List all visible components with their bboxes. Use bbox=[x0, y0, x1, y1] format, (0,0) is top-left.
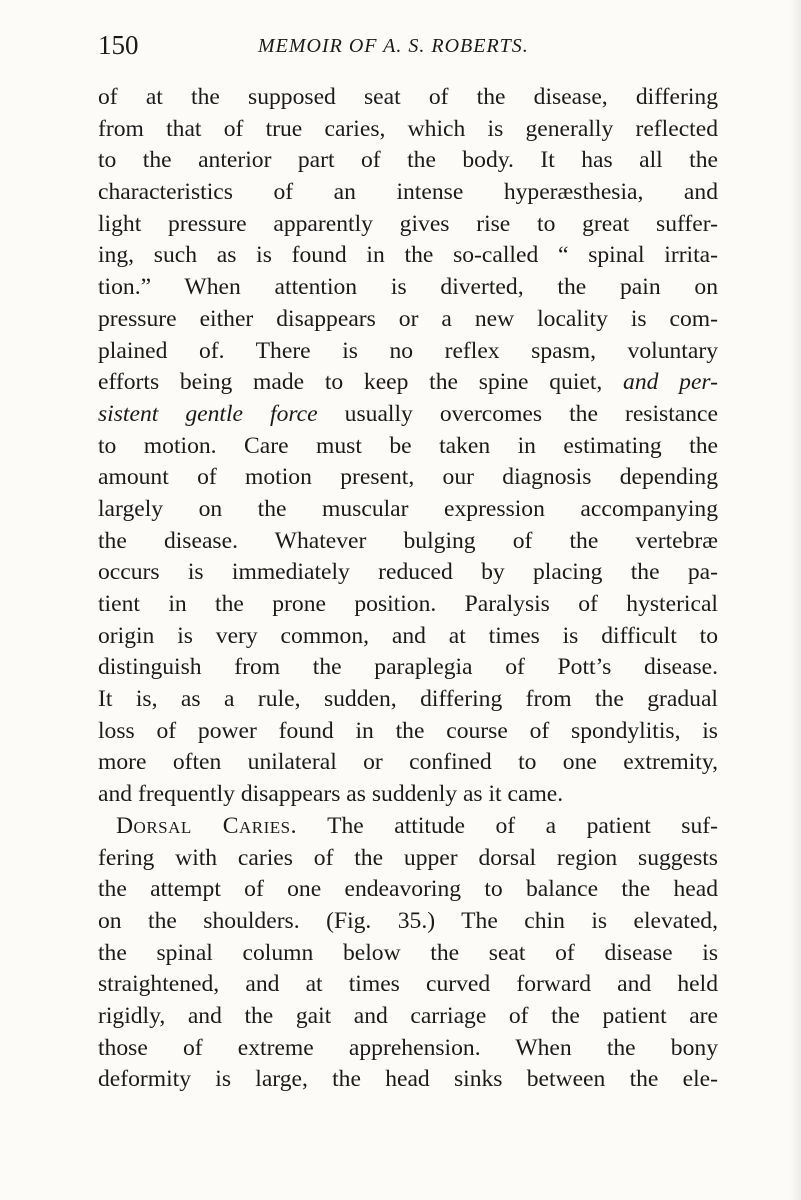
text-line: characteristics of an intense hyperæsthesia, and bbox=[98, 179, 718, 206]
italic-run: sistent gentle force bbox=[98, 400, 318, 427]
page-edge-shadow bbox=[789, 0, 801, 1200]
text-line: on the shoulders. (Fig. 35.) The chin is elevated, bbox=[98, 907, 718, 934]
text-line: and frequently disappears as suddenly as it came. bbox=[98, 781, 564, 808]
page-number: 150 bbox=[98, 30, 139, 60]
body-text bbox=[98, 82, 718, 1096]
text-line: rigidly, and the gait and carriage of the patient are bbox=[98, 1002, 718, 1029]
text-line: origin is very common, and at times is difficult to bbox=[98, 622, 718, 649]
page-header bbox=[98, 30, 718, 60]
running-head: MEMOIR OF A. S. ROBERTS. bbox=[258, 35, 529, 57]
text-line: those of extreme apprehension. When the bony bbox=[98, 1034, 718, 1061]
text-run: usually overcomes the resistance bbox=[317, 400, 718, 427]
text-line: fering with caries of the upper dorsal region suggests bbox=[98, 844, 718, 871]
text-line: amount of motion present, our diagnosis depending bbox=[98, 464, 718, 491]
text-line: loss of power found in the course of spondylitis, is bbox=[98, 717, 718, 744]
text-line: plained of. There is no reflex spasm, voluntary bbox=[98, 337, 718, 364]
text-line: occurs is immediately reduced by placing the pa- bbox=[98, 559, 718, 586]
text-line: straightened, and at times curved forward and held bbox=[98, 971, 718, 998]
text-line: deformity is large, the head sinks between the ele- bbox=[98, 1066, 718, 1093]
italic-run: and per- bbox=[623, 369, 718, 396]
text-line: to the anterior part of the body. It has all the bbox=[98, 147, 718, 174]
text-line bbox=[98, 367, 718, 399]
text-run: efforts being made to keep the spine quiet, bbox=[98, 369, 624, 396]
text-line: ing, such as is found in the so-called “ spinal irrita- bbox=[98, 242, 718, 269]
text-line: pressure either disappears or a new locality is com- bbox=[98, 305, 718, 332]
text-line: tion.” When attention is diverted, the pain on bbox=[98, 274, 718, 301]
text-line: distinguish from the paraplegia of Pott’s disease. bbox=[98, 654, 718, 681]
text-line: light pressure apparently gives rise to great suffer- bbox=[98, 210, 718, 237]
text-line: from that of true caries, which is generally reflected bbox=[98, 115, 718, 142]
text-line: the disease. Whatever bulging of the vertebræ bbox=[98, 527, 718, 554]
text-line: to motion. Care must be taken in estimating the bbox=[98, 432, 718, 459]
text-run: The attitude of a patient suf- bbox=[297, 812, 718, 839]
text-line: more often unilateral or confined to one extremity, bbox=[98, 749, 718, 776]
text-line: It is, as a rule, sudden, differing from the gradual bbox=[98, 686, 718, 713]
text-line: the attempt of one endeavoring to balance the head bbox=[98, 876, 718, 903]
text-line: the spinal column below the seat of disease is bbox=[98, 939, 718, 966]
text-line bbox=[98, 811, 718, 843]
text-line bbox=[98, 399, 718, 431]
text-line: tient in the prone position. Paralysis of hysterical bbox=[98, 591, 718, 617]
text-line: of at the supposed seat of the disease, differing bbox=[98, 84, 718, 110]
text-line: largely on the muscular expression accompanying bbox=[98, 495, 718, 522]
section-heading-dorsal-caries: Dorsal Caries. bbox=[116, 812, 298, 839]
